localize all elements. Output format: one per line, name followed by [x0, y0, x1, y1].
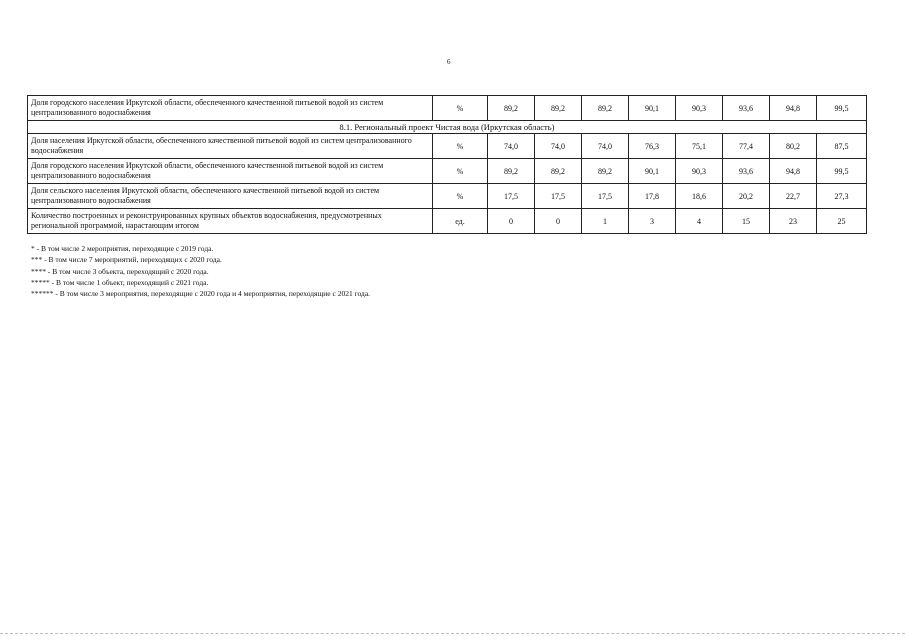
- indicator-value: 76,3: [629, 134, 676, 159]
- indicator-unit: %: [433, 159, 488, 184]
- indicator-value: 94,8: [770, 96, 817, 121]
- indicator-value: 74,0: [488, 134, 535, 159]
- indicator-value: 90,1: [629, 96, 676, 121]
- table-row: [28, 159, 867, 184]
- indicator-name: Доля городского населения Иркутской области, обеспеченного качественной питьевой водой из систем централизованного водоснабжения: [28, 159, 433, 184]
- table-row: [28, 134, 867, 159]
- indicator-value: 17,5: [582, 184, 629, 209]
- footnote: ****** - В том числе 3 мероприятия, переходящие с 2020 года и 4 мероприятия, переходящие с 2021 года.: [31, 289, 371, 299]
- indicator-value: 22,7: [770, 184, 817, 209]
- indicator-value: 90,3: [676, 96, 723, 121]
- indicator-value: 0: [535, 209, 582, 234]
- indicator-value: 1: [582, 209, 629, 234]
- indicators-table: [27, 95, 867, 234]
- indicator-value: 94,8: [770, 159, 817, 184]
- indicator-value: 0: [488, 209, 535, 234]
- indicator-value: 27,3: [817, 184, 867, 209]
- indicator-value: 3: [629, 209, 676, 234]
- indicator-value: 20,2: [723, 184, 770, 209]
- table-row: [28, 209, 867, 234]
- indicator-value: 75,1: [676, 134, 723, 159]
- indicator-value: 89,2: [582, 159, 629, 184]
- indicator-unit: ед.: [433, 209, 488, 234]
- footnote: ***** - В том числе 1 объект, переходящий с 2021 года.: [31, 277, 209, 287]
- indicator-value: 99,5: [817, 96, 867, 121]
- indicator-value: 15: [723, 209, 770, 234]
- scan-artifact-line: [0, 633, 905, 634]
- indicator-value: 89,2: [535, 96, 582, 121]
- indicator-value: 74,0: [582, 134, 629, 159]
- indicator-value: 89,2: [488, 159, 535, 184]
- indicator-value: 99,5: [817, 159, 867, 184]
- indicator-value: 90,1: [629, 159, 676, 184]
- indicator-value: 17,8: [629, 184, 676, 209]
- indicator-value: 89,2: [488, 96, 535, 121]
- indicator-value: 25: [817, 209, 867, 234]
- indicator-value: 90,3: [676, 159, 723, 184]
- page-number: 6: [447, 58, 451, 66]
- indicator-value: 18,6: [676, 184, 723, 209]
- indicator-name: Доля сельского населения Иркутской области, обеспеченного качественной питьевой водой из систем централизованного водоснабжения: [28, 184, 433, 209]
- indicator-name: Доля населения Иркутской области, обеспеченного качественной питьевой водой из систем централизованного водоснабжения: [28, 134, 433, 159]
- indicator-value: 80,2: [770, 134, 817, 159]
- indicator-value: 89,2: [582, 96, 629, 121]
- indicator-value: 17,5: [488, 184, 535, 209]
- footnote: * - В том числе 2 мероприятия, переходящие с 2019 года.: [31, 244, 214, 253]
- section-title: 8.1. Региональный проект Чистая вода (Иркутская область): [28, 121, 867, 134]
- indicator-unit: %: [433, 96, 488, 121]
- footnote: **** - В том числе 3 объекта, переходящий с 2020 года.: [31, 266, 209, 276]
- section-row: [28, 121, 867, 134]
- footnotes: [31, 243, 370, 299]
- footnote: *** - В том числе 7 мероприятий, переходящих с 2020 года.: [31, 255, 222, 265]
- indicator-value: 89,2: [535, 159, 582, 184]
- table-row: [28, 184, 867, 209]
- indicator-value: 93,6: [723, 96, 770, 121]
- indicator-name: Количество построенных и реконструированных крупных объектов водоснабжения, предусмотренных региональной программой, нарастающим итогом: [28, 209, 433, 234]
- indicator-value: 74,0: [535, 134, 582, 159]
- indicator-value: 23: [770, 209, 817, 234]
- indicator-unit: %: [433, 184, 488, 209]
- indicator-value: 77,4: [723, 134, 770, 159]
- indicator-unit: %: [433, 134, 488, 159]
- indicator-value: 93,6: [723, 159, 770, 184]
- table-row: [28, 96, 867, 121]
- indicator-name: Доля городского населения Иркутской области, обеспеченного качественной питьевой водой из систем централизованного водоснабжения: [28, 96, 433, 121]
- indicator-value: 17,5: [535, 184, 582, 209]
- indicator-value: 87,5: [817, 134, 867, 159]
- indicator-value: 4: [676, 209, 723, 234]
